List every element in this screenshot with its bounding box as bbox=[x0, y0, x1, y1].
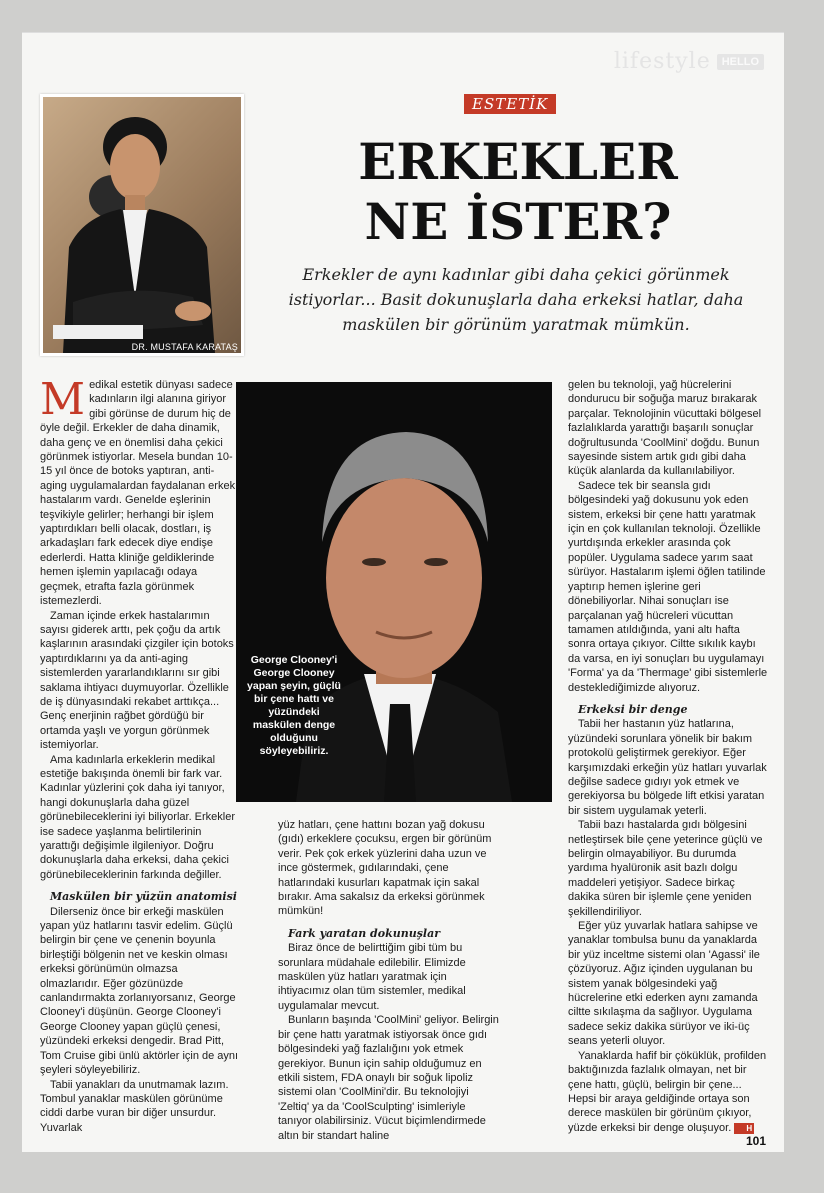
paragraph: Tabii her hastanın yüz hatlarına, yüzündeki sorunlara yönelik bir bakım protokolü geliştirmek gerekiyor. Eğer karşımızdaki erkeğin yüz hatları yuvarlak değilse sadece gıdıyı yok etmek ve gerekiyorsa bu bölgede lift etkisi yaratan bir sistem uygulamak yeterli. bbox=[568, 718, 767, 817]
photo-caption: George Clooney'i George Clooney yapan şeyin, güçlü bir çene hattı ve yüzündeki maskülen denge olduğunu söyleyebiliriz. bbox=[247, 654, 341, 757]
subheading: Fark yaratan dokunuşlar bbox=[288, 926, 440, 940]
logo-text: lifestyle bbox=[613, 49, 711, 74]
title-line-1: ERKEKLER bbox=[358, 132, 678, 191]
drop-cap: M bbox=[40, 374, 86, 425]
paragraph: yüz hatları, çene hattını bozan yağ dokusu (gıdı) erkeklere çocuksu, ergen bir görünüm verir. Pek çok erkek yüzlerini daha uzun ve ince göstermek, gıdılarındaki, çene hatlarındaki kusurları kapatmak için sakal bırakır. Ama sakalsız da erkeksi görünmek mümkün! bbox=[278, 819, 492, 918]
paragraph: gelen bu teknoloji, yağ hücrelerini dondurucu bir soğuğa maruz bırakarak parçalar. Teknolojinin vücuttaki bölgesel fazlalıklarda yarattığı başarılı sonuçlar doğrultusunda 'CoolMini' doğdu. Bunun sayesinde sistem artık gıdı gibi daha küçük alanlarda da kullanılabiliyor. bbox=[568, 379, 762, 478]
title-line-2: NE İSTER? bbox=[364, 192, 672, 251]
paragraph: Tabii bazı hastalarda gıdı bölgesini netleştirsek bile çene yeterince güçlü ve belirgin olmayabiliyor. Bu durumda yardıma hyalüronik asit bazlı dolgu maddeleri yetişiyor. Sadece birkaç dakika süren bir işlemle çene yeniden şekillendiriliyor. bbox=[568, 819, 763, 918]
paragraph: Zaman içinde erkek hastalarımın sayısı giderek arttı, pek çoğu da artık kaşlarının arasındaki çizgiler için botoks yaptırdıklarını ya da anti-aging sistemlerden yararlandıklarını sır gibi saklama ihtiyacı duymuyorlar. Özellikle de iş dünyasındaki rekabet arttıkça... Genç enerjinin rağbet gördüğü bir ortamda yaşlı ve yorgun görünmek istemiyorlar. bbox=[40, 609, 234, 752]
paragraph: Sadece tek bir seansla gıdı bölgesindeki yağ dokusunu yok eden sistem, erkeksi bir çene hattı yaratmak için en çok kullanılan teknoloji. Özellikle yurtdışında erkekler arasında çok popüler. Uygulama sadece yarım saat sürüyor. Hastalarım işlemi öğlen tatilinde yaptırıp hemen işlerine geri dönebiliyorlar. Nihai sonuçları ise parçalanan yağ hücreleri vücuttan tamamen atıldığında, yani altı hafta sonra ortaya çıkıyor. Ciltte sıkılık kaybı da varsa, en iyi sonuçları bu uygulamayı 'Forma' ya da 'Thermage' gibi sistemlerle desteklediğimizde alıyoruz. bbox=[568, 479, 768, 694]
paragraph: Eğer yüz yuvarlak hatlara sahipse ve yanaklar tombulsa bunu da yanaklarda bir yüz inceltme sistemi olan 'Agassi' ile çözüyoruz. Ağız içinden uygulanan bu sistem yanak bölgesindeki yağ hücrelerine etki ederken aynı zamanda ciltte sıkılaşma da sağlıyor. Uygulama sadece sekiz dakika sürüyor ve iki-üç seans yeterli oluyor. bbox=[568, 920, 760, 1048]
page-number: 101 bbox=[745, 1134, 766, 1148]
paragraph: Biraz önce de belirttiğim gibi tüm bu sorunlara müdahale edilebilir. Elimizde maskülen yüz hatları yaratmak için ihtiyacımız olan tüm sistemler, medikal uygulamalar mevcut. bbox=[278, 942, 466, 1012]
paragraph: Dilerseniz önce bir erkeği maskülen yapan yüz hatlarını tasvir edelim. Güçlü belirgin bir çene ve çenenin boyunla birleştiği bölgenin net ve keskin olması erkeksi görünümün olmazsa olmazlarıdır. Eğer gözünüzde canlandırmakta zorlanıyorsanız, George Clooney'i düşünün. George Clooney'i George Clooney yapan güçlü çenesi, yüzündeki erkeksi dengedir. Brad Pitt, Tom Cruise gibi ünlü aktörler için de aynı şeyleri söyleyebiliriz. bbox=[40, 905, 239, 1077]
magazine-header-logo bbox=[613, 49, 764, 74]
section-tag: ESTETİK bbox=[464, 94, 556, 114]
doctor-portrait bbox=[40, 94, 244, 356]
paragraph: Ama kadınlarla erkeklerin medikal estetiğe bakışında önemli bir fark var. Kadınlar yüzlerini çok daha iyi tanıyor, hangi dokunuşlarla daha güzel görünebileceklerini iyi biliyorlar. Erkekler ise sadece yaşlanma belirtilerinin yarattığı değişimle ilgileniyor. Doğru dokunuşlarla daha erkeksi, daha çekici görünebileceklerinin farkında değiller. bbox=[40, 753, 236, 881]
logo-badge: HELLO bbox=[717, 54, 764, 70]
article-column-1 bbox=[40, 374, 240, 1135]
end-mark-icon: H bbox=[734, 1123, 754, 1134]
subheading: Erkeksi bir denge bbox=[578, 702, 688, 716]
doctor-illustration bbox=[43, 97, 241, 353]
article-column-3 bbox=[568, 378, 768, 1135]
paragraph: Tabii yanakları da unutmamak lazım. Tombul yanaklar maskülen görünüme ciddi darbe vuran bir diğer unsurdur. Yuvarlak bbox=[40, 1078, 229, 1134]
paragraph: Medikal estetik dünyası sadece kadınların ilgi alanına giriyor gibi görünse de durum hiç de öyle değil. Erkekler de daha dinamik, daha genç ve en önemlisi daha çekici görünmek istiyorlar. Mesela bundan 10-15 yıl önce de botoks yaptıran, anti-aging uygulamalardan faydalanan erkek hastalarım vardı. Genelde eşlerinin teşvikiyle gelirler; herhangi bir işlem yaptırdıkları belli olacak, dostları, iş arkadaşları fark edecek diye endişe ederlerdi. Hatta kliniğe geldiklerinde hemen işlemin yapılacağı odaya geçmek, etrafta fazla görünmek istemezlerdi. bbox=[40, 374, 236, 608]
article-deck: Erkekler de aynı kadınlar gibi daha çekici görünmek istiyorlar... Basit dokunuşlarla daha erkeksi hatlar, daha maskülen bir görünüm yaratmak mümkün. bbox=[288, 265, 744, 334]
subheading: Maskülen bir yüzün anatomisi bbox=[50, 890, 237, 904]
doctor-photo bbox=[43, 97, 241, 353]
magazine-page bbox=[22, 32, 784, 1152]
article-title bbox=[318, 132, 718, 252]
george-clooney-photo bbox=[236, 382, 552, 802]
paragraph: Bunların başında 'CoolMini' geliyor. Belirgin bir çene hattı yaratmak istiyorsak önce gıdı bölgesindeki yağ fazlalığını yok etmek gerekiyor. Bunun için sahip olduğumuz en etkili sistem, FDA onaylı bir soğuk lipoliz sistemi olan 'CoolMini'dir. Bu teknolojiyi 'Zeltiq' ya da 'CoolSculpting' isimleriyle tanıyor olabilirsiniz. Vücut biçimlendirmede altın bir standart haline bbox=[278, 1014, 499, 1142]
article-column-2 bbox=[278, 818, 500, 1143]
paragraph: Yanaklarda hafif bir çöküklük, profilden baktığınızda fazlalık olmayan, net bir çene hattı, güçlü, belirgin bir çene... Hepsi bir araya geldiğinde ortaya son derece maskülen bir görünüm çıkıyor, yüzde erkeksi bir denge oluşuyor. H bbox=[568, 1049, 767, 1134]
doctor-caption: DR. MUSTAFA KARATAŞ bbox=[131, 342, 238, 352]
